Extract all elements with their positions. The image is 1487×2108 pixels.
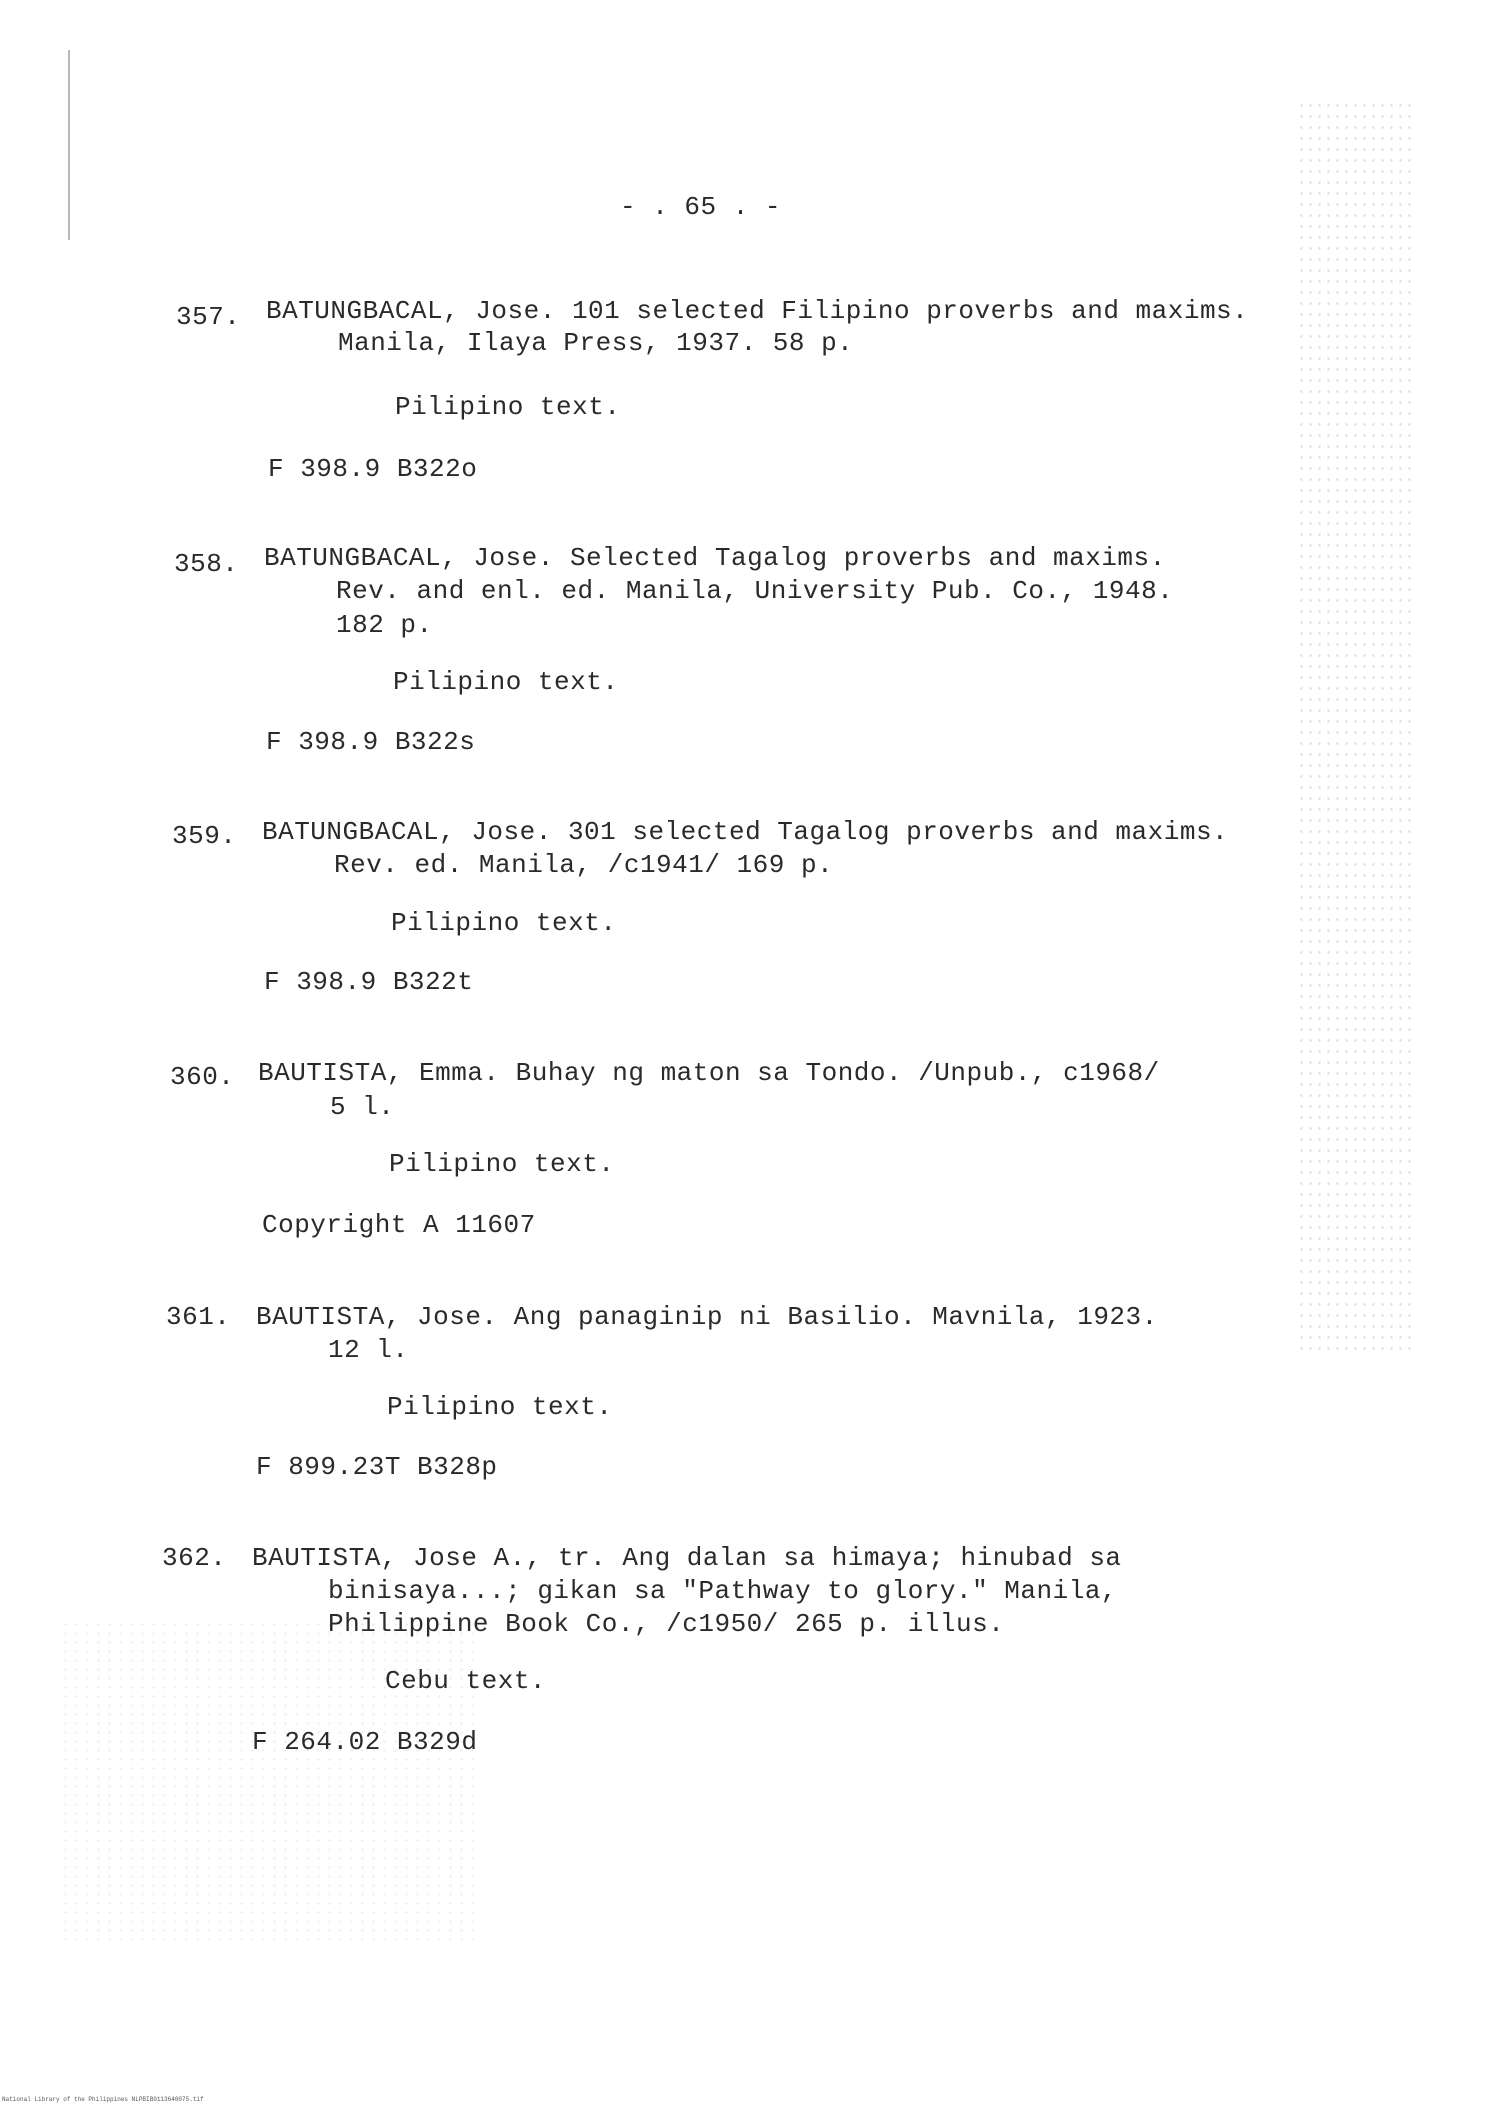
entry-line: Rev. ed. Manila, /c1941/ 169 p.: [334, 850, 834, 880]
entry-line: Manila, Ilaya Press, 1937. 58 p.: [338, 328, 854, 358]
entry-line: BATUNGBACAL, Jose. 301 selected Tagalog proverbs and maxims.: [262, 817, 1229, 847]
scan-footer: National Library of the Philippines NLPBIB0113640075.tif: [2, 2096, 204, 2103]
call-number: F 398.9 B322t: [264, 967, 474, 997]
entry-line: BAUTISTA, Jose A., tr. Ang dalan sa himaya; hinubad sa: [252, 1543, 1122, 1573]
entry-line: binisaya...; gikan sa "Pathway to glory." Manila,: [328, 1576, 1118, 1606]
call-number: F 264.02 B329d: [252, 1727, 478, 1757]
entry-number: 361.: [166, 1302, 231, 1332]
entry-number: 362.: [162, 1543, 227, 1573]
entry-note: Pilipino text.: [395, 392, 621, 422]
entry-line: 12 l.: [328, 1335, 409, 1365]
scan-noise: [1297, 100, 1417, 1350]
entry-note: Cebu text.: [385, 1666, 547, 1696]
entry-note: Pilipino text.: [393, 667, 619, 697]
binding-mark: [68, 50, 70, 240]
entry-note: Pilipino text.: [389, 1149, 615, 1179]
entry-line: Philippine Book Co., /c1950/ 265 p. illus.: [328, 1609, 1005, 1639]
entry-number: 358.: [174, 549, 239, 579]
call-number: F 899.23T B328p: [256, 1452, 498, 1482]
call-number: F 398.9 B322o: [268, 454, 478, 484]
entry-line: BATUNGBACAL, Jose. 101 selected Filipino proverbs and maxims.: [266, 296, 1249, 326]
entry-note: Pilipino text.: [391, 908, 617, 938]
entry-line: Rev. and enl. ed. Manila, University Pub. Co., 1948.: [336, 576, 1174, 606]
entry-line: BATUNGBACAL, Jose. Selected Tagalog proverbs and maxims.: [264, 543, 1166, 573]
call-number: Copyright A 11607: [262, 1210, 536, 1240]
entry-number: 359.: [172, 821, 237, 851]
entry-number: 357.: [176, 302, 241, 332]
entry-line: 182 p.: [336, 610, 433, 640]
entry-note: Pilipino text.: [387, 1392, 613, 1422]
entry-line: BAUTISTA, Emma. Buhay ng maton sa Tondo. /Unpub., c1968/: [258, 1058, 1160, 1088]
call-number: F 398.9 B322s: [266, 727, 476, 757]
page-number: - . 65 . -: [620, 192, 782, 222]
entry-number: 360.: [170, 1062, 235, 1092]
entry-line: BAUTISTA, Jose. Ang panaginip ni Basilio. Mavnila, 1923.: [256, 1302, 1158, 1332]
entry-line: 5 l.: [330, 1092, 395, 1122]
